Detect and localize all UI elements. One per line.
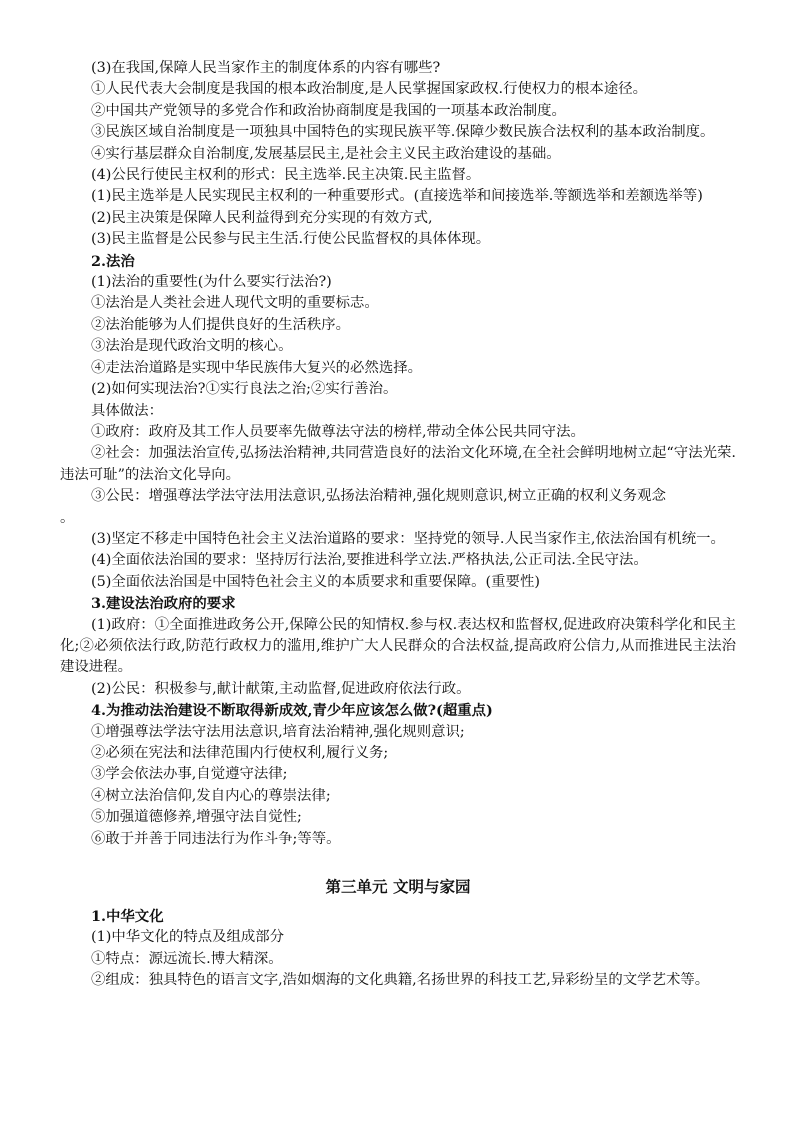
trailing-period: 。 — [60, 509, 75, 526]
list-item: (2)公民：积极参与,献计献策,主动监督,促进政府依法行政。 — [91, 680, 471, 697]
list-item: (1)民主选举是人民实现民主权利的一种重要形式。(直接选举和间接选举.等额选举和差额选举等) — [91, 188, 703, 205]
list-item: ①增强尊法学法守法用法意识,培育法治精神,强化规则意识; — [91, 723, 465, 740]
list-item: ②组成：独具特色的语言文字,浩如烟海的文化典籍,名扬世界的科技工艺,异彩纷呈的文学艺术等。 — [91, 972, 710, 989]
question-heading: (3)在我国,保障人民当家作主的制度体系的内容有哪些? — [91, 60, 441, 76]
list-item: ②必须在宪法和法律范围内行使权利,履行义务; — [91, 744, 389, 761]
section-heading-chinese-culture: 1.中华文化 — [91, 908, 164, 926]
list-item: ②法治能够为人们提供良好的生活秩序。 — [91, 316, 351, 333]
list-item: ⑤加强道德修养,增强守法自觉性; — [91, 809, 302, 826]
list-item: ④实行基层群众自治制度,发展基层民主,是社会主义民主政治建设的基础。 — [91, 145, 561, 162]
list-item: (2)民主决策是保障人民利益得到充分实现的有效方式, — [91, 209, 433, 226]
list-item: ③民族区域自治制度是一项独具中国特色的实现民族平等.保障少数民族合法权利的基本政治制度。 — [91, 124, 715, 141]
section-heading-rule-of-law: 2.法治 — [91, 252, 135, 270]
list-item: ①人民代表大会制度是我国的根本政治制度,是人民掌握国家政权.行使权力的根本途径。 — [91, 81, 647, 98]
list-item: (4)全面依法治国的要求：坚持厉行法治,要推进科学立法.严格执法,公正司法.全民守法。 — [91, 552, 648, 569]
list-item: ④走法治道路是实现中华民族伟大复兴的必然选择。 — [91, 359, 422, 376]
list-item: ①法治是人类社会进人现代文明的重要标志。 — [91, 295, 379, 312]
list-item: ③公民：增强尊法学法守法用法意识,弘扬法治精神,强化规则意识,树立正确的权利义务观念 — [91, 488, 666, 505]
sub-heading: 具体做法： — [91, 402, 163, 419]
list-item: ④树立法治信仰,发自内心的尊崇法律; — [91, 787, 331, 804]
list-item: (5)全面依法治国是中国特色社会主义的本质要求和重要保障。(重要性) — [91, 573, 540, 590]
section-heading-youth: 4.为推动法治建设不断取得新成效,青少年应该怎么做?(超重点) — [91, 702, 493, 720]
list-item: (1)政府：①全面推进政务公开,保障公民的知情权.参与权.表达权和监督权,促进政府决策科学化和民主化;②必须依法行政,防范行政权力的滥用,维护广大人民群众的合法权益,提高政府公信力,从而推进民主法治建设进程。 — [60, 616, 736, 676]
question-heading: (4)公民行使民主权利的形式：民主选举.民主决策.民主监督。 — [91, 167, 481, 184]
question-heading: (1)法治的重要性(为什么要实行法治?) — [91, 274, 332, 291]
section-heading-law-govt: 3.建设法治政府的要求 — [91, 595, 236, 613]
question-heading: (1)中华文化的特点及组成部分 — [91, 929, 285, 946]
list-item: ②中国共产党领导的多党合作和政治协商制度是我国的一项基本政治制度。 — [91, 102, 566, 119]
section-gap — [60, 850, 736, 872]
list-item: ③法治是现代政治文明的核心。 — [91, 338, 293, 355]
list-item: ②社会：加强法治宣传,弘扬法治精神,共同营造良好的法治文化环境,在全社会鲜明地树立起“守法光荣.违法可耻”的法治文化导向。 — [60, 445, 736, 483]
list-item: ①政府：政府及其工作人员要率先做尊法守法的榜样,带动全体公民共同守法。 — [91, 423, 585, 440]
list-item: (3)民主监督是公民参与民主生活.行使公民监督权的具体体现。 — [91, 231, 491, 248]
list-item: ③学会依法办事,自觉遵守法律; — [91, 766, 288, 783]
document-page — [60, 58, 736, 992]
unit-title: 第三单元 文明与家园 — [325, 877, 471, 897]
list-item: ⑥敢于并善于同违法行为作斗争;等等。 — [91, 830, 341, 847]
list-item: (3)坚定不移走中国特色社会主义法治道路的要求：坚持党的领导.人民当家作主,依法治国有机统一。 — [91, 530, 725, 547]
question-heading: (2)如何实现法治?①实行良法之治;②实行善治。 — [91, 381, 398, 398]
list-item: ①特点：源远流长.博大精深。 — [91, 950, 283, 967]
